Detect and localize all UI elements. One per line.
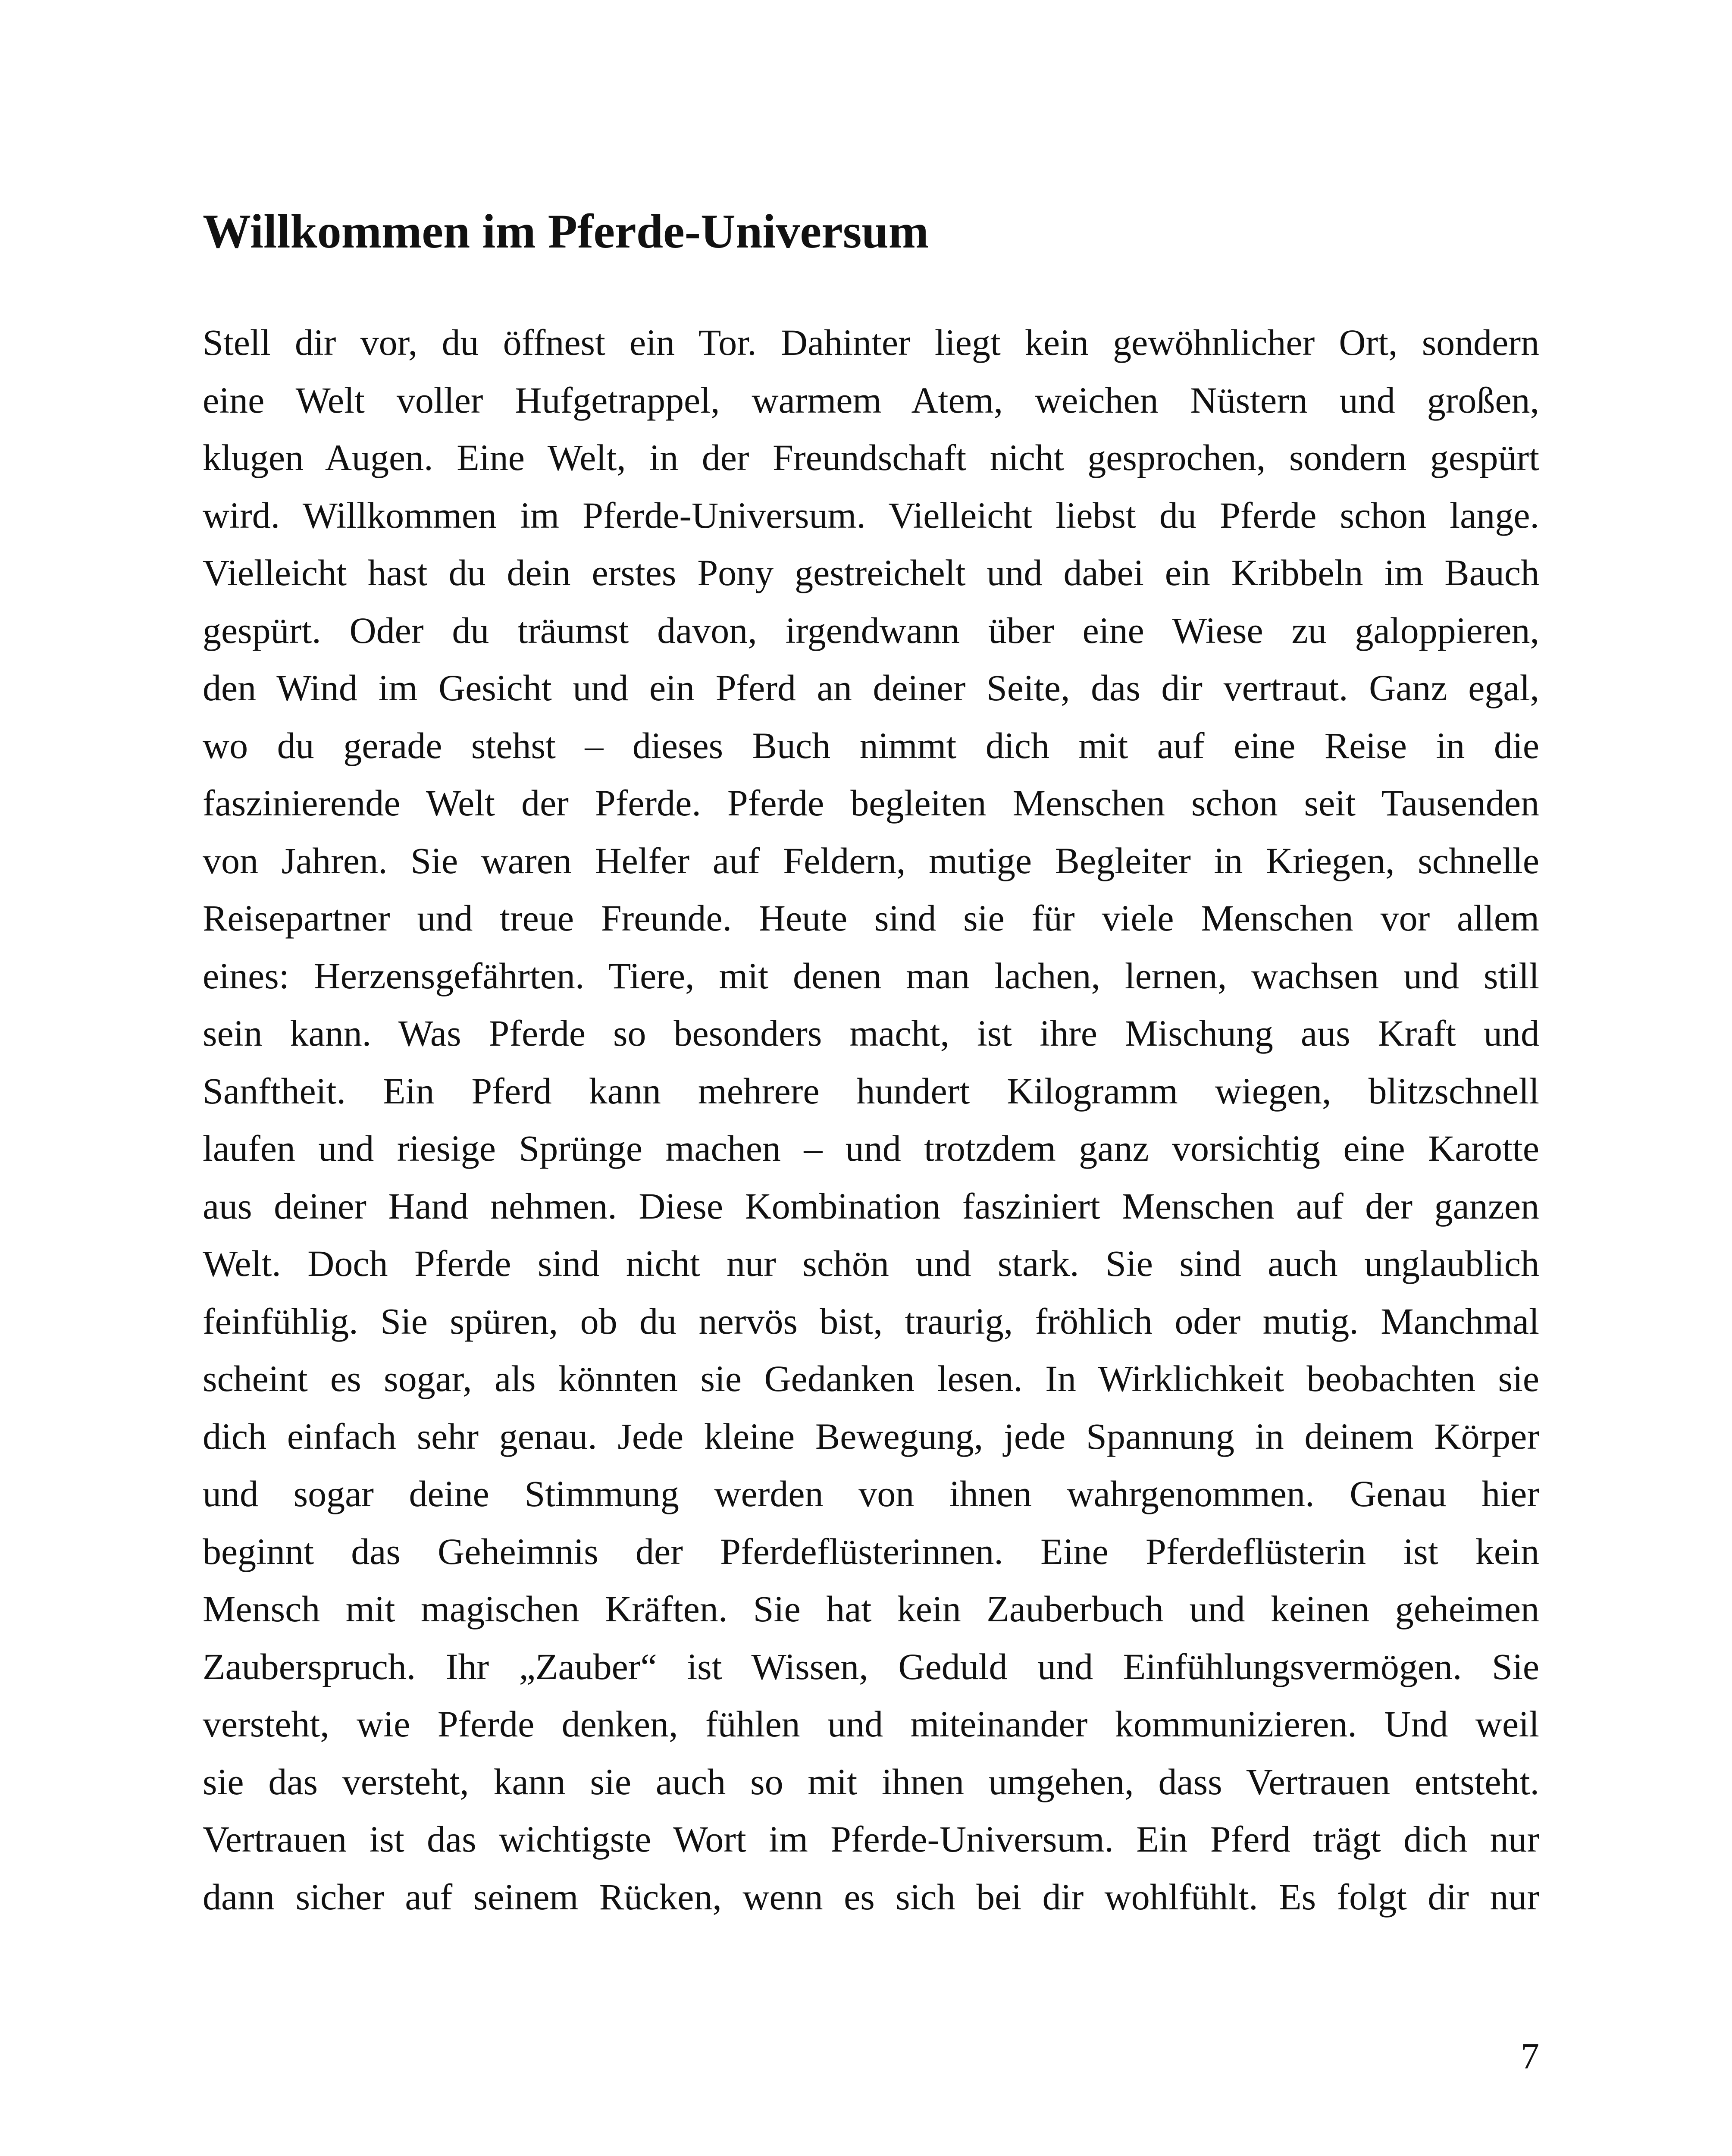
text-line: versteht, wie Pferde denken, fühlen und miteinander kommunizieren. Und weil: [203, 1703, 1539, 1745]
text-line: beginnt das Geheimnis der Pferdeflüsterinnen. Eine Pferdeflüsterin ist kein: [203, 1530, 1539, 1572]
body-paragraph: [203, 314, 1539, 1926]
text-line: dich einfach sehr genau. Jede kleine Bewegung, jede Spannung in deinem Körper: [203, 1415, 1539, 1457]
text-line: Welt. Doch Pferde sind nicht nur schön und stark. Sie sind auch unglaublich: [203, 1243, 1539, 1284]
page-number: 7: [1521, 2035, 1539, 2077]
text-line: sie das versteht, kann sie auch so mit ihnen umgehen, dass Vertrauen entsteht.: [203, 1761, 1539, 1802]
text-line: Reisepartner und treue Freunde. Heute sind sie für viele Menschen vor allem: [203, 897, 1539, 939]
text-line: eine Welt voller Hufgetrappel, warmem Atem, weichen Nüstern und großen,: [203, 379, 1539, 421]
chapter-title: Willkommen im Pferde-Universum: [203, 205, 929, 258]
text-line: Zauberspruch. Ihr „Zauber“ ist Wissen, Geduld und Einfühlungsvermögen. Sie: [203, 1645, 1539, 1687]
text-line: klugen Augen. Eine Welt, in der Freundschaft nicht gesprochen, sondern gespürt: [203, 437, 1539, 478]
text-line: Vielleicht hast du dein erstes Pony gestreichelt und dabei ein Kribbeln im Bauch: [203, 552, 1539, 593]
text-line: Mensch mit magischen Kräften. Sie hat kein Zauberbuch und keinen geheimen: [203, 1588, 1539, 1630]
text-line: von Jahren. Sie waren Helfer auf Feldern, mutige Begleiter in Kriegen, schnelle: [203, 840, 1539, 881]
text-line: Stell dir vor, du öffnest ein Tor. Dahinter liegt kein gewöhnlicher Ort, sondern: [203, 322, 1539, 363]
text-line: wird. Willkommen im Pferde-Universum. Vielleicht liebst du Pferde schon lange.: [203, 494, 1539, 536]
text-line: Sanftheit. Ein Pferd kann mehrere hundert Kilogramm wiegen, blitzschnell: [203, 1070, 1539, 1112]
text-line: und sogar deine Stimmung werden von ihnen wahrgenommen. Genau hier: [203, 1473, 1539, 1514]
text-line: feinfühlig. Sie spüren, ob du nervös bist, traurig, fröhlich oder mutig. Manchmal: [203, 1300, 1539, 1342]
text-line: gespürt. Oder du träumst davon, irgendwann über eine Wiese zu galoppieren,: [203, 609, 1539, 651]
text-line: den Wind im Gesicht und ein Pferd an deiner Seite, das dir vertraut. Ganz egal,: [203, 667, 1539, 708]
text-line: dann sicher auf seinem Rücken, wenn es sich bei dir wohlfühlt. Es folgt dir nur: [203, 1876, 1539, 1918]
text-line: Vertrauen ist das wichtigste Wort im Pferde-Universum. Ein Pferd trägt dich nur: [203, 1818, 1539, 1860]
text-line: aus deiner Hand nehmen. Diese Kombination fasziniert Menschen auf der ganzen: [203, 1185, 1539, 1227]
text-line: eines: Herzensgefährten. Tiere, mit denen man lachen, lernen, wachsen und still: [203, 955, 1539, 997]
text-line: scheint es sogar, als könnten sie Gedanken lesen. In Wirklichkeit beobachten sie: [203, 1358, 1539, 1399]
text-line: faszinierende Welt der Pferde. Pferde begleiten Menschen schon seit Tausenden: [203, 782, 1539, 824]
text-line: sein kann. Was Pferde so besonders macht, ist ihre Mischung aus Kraft und: [203, 1012, 1539, 1054]
text-line: laufen und riesige Sprünge machen – und trotzdem ganz vorsichtig eine Karotte: [203, 1128, 1539, 1169]
text-line: wo du gerade stehst – dieses Buch nimmt dich mit auf eine Reise in die: [203, 724, 1539, 766]
